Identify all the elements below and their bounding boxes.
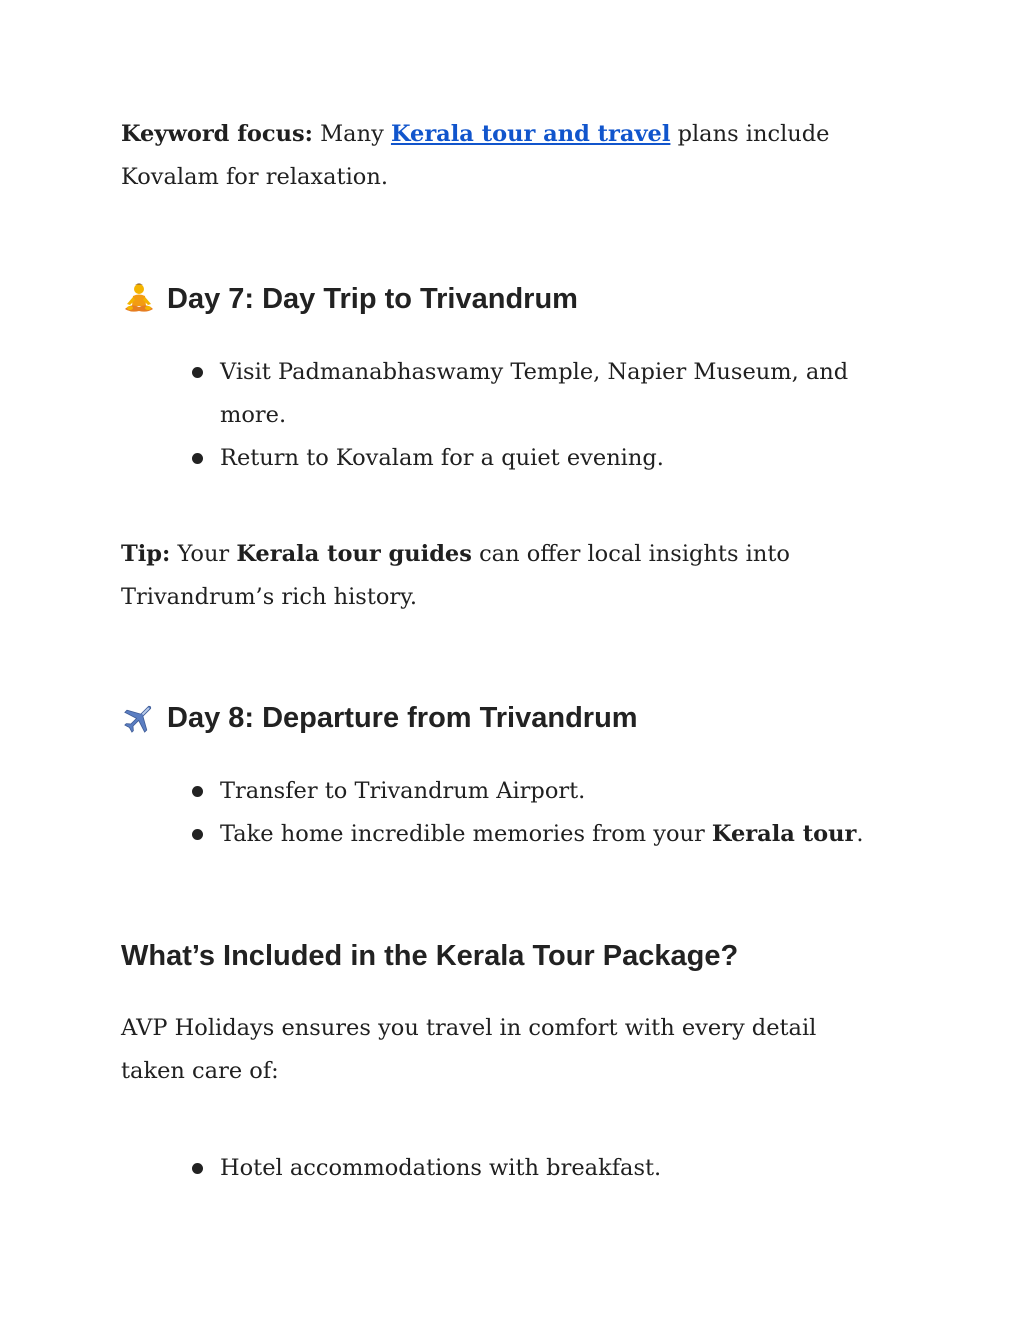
included-intro-paragraph: AVP Holidays ensures you travel in comfort with every detail taken care of: [121, 1015, 817, 1084]
included-title: What’s Included in the Kerala Tour Package? [121, 940, 739, 972]
bullet-icon [192, 453, 203, 464]
list-item-text-before: Take home incredible memories from your [220, 821, 712, 847]
day8-list [190, 770, 870, 856]
day7-title: Day 7: Day Trip to Trivandrum [167, 283, 578, 315]
day8-title: Day 8: Departure from Trivandrum [167, 702, 638, 734]
list-item-text: Transfer to Trivandrum Airport. [220, 778, 586, 804]
kerala-tour-bold: Kerala tour [711, 821, 857, 847]
keyword-focus-text-after: plans include Kovalam for relaxation. [121, 121, 830, 190]
included-heading [121, 938, 738, 974]
included-list [190, 1147, 870, 1190]
person-in-lotus-position-icon [121, 281, 157, 317]
bullet-icon [192, 829, 203, 840]
list-item-text-after: . [856, 821, 864, 847]
tip-text-before: Your [170, 541, 237, 567]
list-item [190, 770, 870, 813]
kerala-tour-guides-bold: Kerala tour guides [236, 541, 472, 567]
list-item-text: Hotel accommodations with breakfast. [220, 1155, 662, 1181]
keyword-focus-text-before: Many [312, 121, 391, 147]
bullet-icon [192, 786, 203, 797]
list-item [190, 1147, 870, 1190]
list-item-text: Visit Padmanabhaswamy Temple, Napier Museum, and more. [220, 359, 849, 428]
kerala-tour-and-travel-link[interactable]: Kerala tour and travel [390, 121, 671, 147]
tip-text-after: can offer local insights into Trivandrum’s rich history. [121, 541, 790, 610]
day8-heading [121, 700, 638, 736]
list-item [190, 437, 870, 480]
tip-label: Tip: [121, 541, 171, 567]
bullet-icon [192, 367, 203, 378]
keyword-focus-paragraph [121, 113, 881, 199]
bullet-icon [192, 1163, 203, 1174]
tip-paragraph [121, 533, 881, 619]
day7-list [190, 351, 870, 480]
keyword-focus-label: Keyword focus: [121, 121, 313, 147]
day7-heading [121, 281, 578, 317]
list-item-text: Return to Kovalam for a quiet evening. [220, 445, 664, 471]
list-item [190, 813, 870, 856]
list-item [190, 351, 870, 437]
airplane-icon [121, 700, 157, 736]
